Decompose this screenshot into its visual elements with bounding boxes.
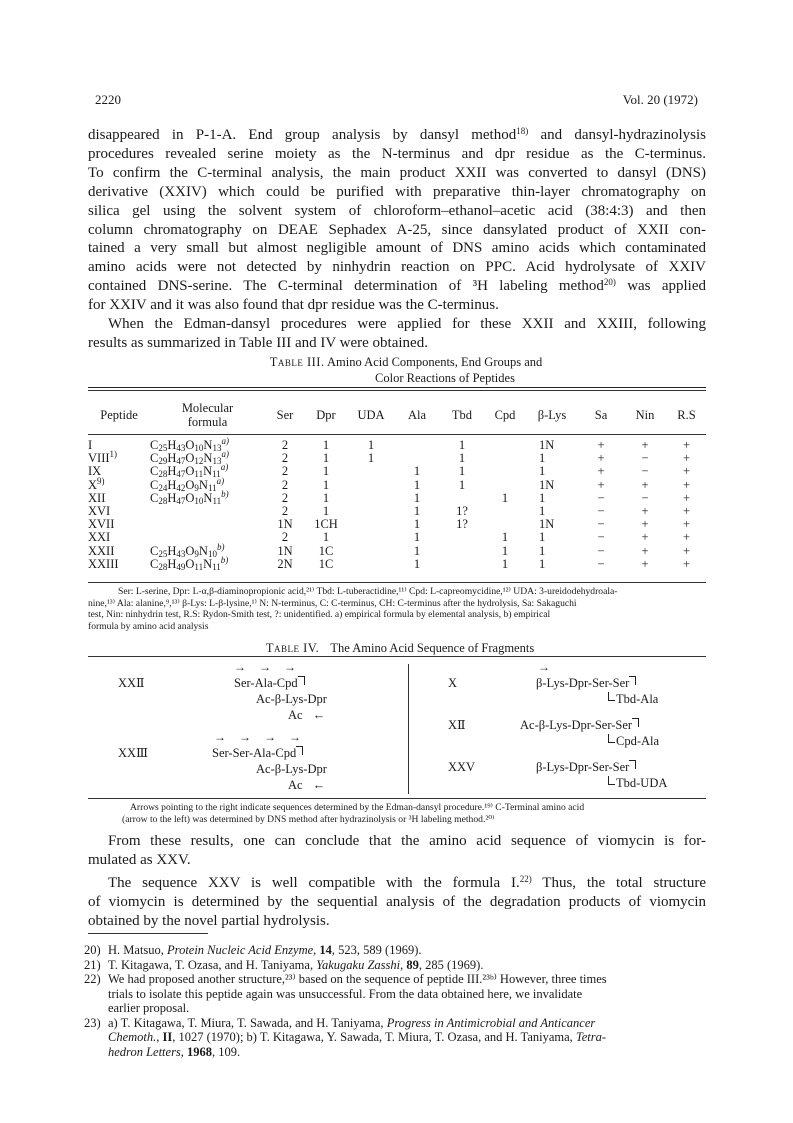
reference-number: 22): [84, 972, 101, 986]
table3-cell: +: [641, 504, 649, 519]
table3-cell: 1?: [456, 517, 468, 532]
reference-number: 23): [84, 1015, 101, 1030]
table3-cell: XXII: [88, 543, 115, 558]
table3-cell: 2: [281, 530, 289, 545]
table3-cell: [347, 531, 395, 544]
table3-cell: 1N: [539, 517, 555, 532]
reference-item: [84, 958, 704, 973]
table3-col-header: Peptide: [100, 408, 138, 422]
table4-bottom-rule: [88, 798, 706, 799]
xxiii-ac: Ac ←: [288, 778, 326, 792]
table3-cell: 2: [281, 504, 289, 519]
table3-cell: $C_{28}H_{47}O_{10}N_{11}^{b)}$: [150, 488, 229, 506]
table3-cell: $X^{9)}$: [88, 475, 105, 492]
table3-cell: [485, 505, 525, 518]
table3-cell: XXIII: [88, 556, 119, 571]
table3-col-header: Cpd: [494, 408, 516, 422]
table4-note-line: (arrow to the left) was determined by DNS method after hydrazinolysis or ³H labeling method.²⁰⁾: [122, 813, 495, 825]
table3-cell: 1: [322, 504, 330, 519]
table3-cell: [150, 531, 265, 544]
table3-cell: IX: [88, 464, 102, 479]
paragraph-total-structure: [88, 874, 706, 931]
x-arrow: →: [538, 660, 555, 674]
table3-cell: 1: [413, 543, 421, 558]
para1-line: silica gel using the solvent system of chloroform–ethanol–acetic acid (38:4:3) and then: [88, 202, 706, 219]
table3-cell: 1N: [277, 517, 293, 532]
table3-col-header: Dpr: [316, 408, 336, 422]
table3-cell: +: [641, 530, 649, 545]
table3-cell: [439, 545, 485, 558]
table3-cell: 1: [413, 530, 421, 545]
table3-row: [88, 452, 706, 465]
xxiii-line1: Ser-Ser-Ala-Cpd: [212, 746, 303, 761]
para2-line: results as summarized in Table III and IV were obtained.: [88, 334, 428, 351]
table3-cell: 1CH: [314, 517, 338, 532]
table3-cell: 1: [322, 477, 330, 492]
table3-cell: 1: [413, 477, 421, 492]
table3-cell: +: [641, 438, 649, 452]
table3-cell: −: [597, 517, 605, 532]
table3-cell: 1: [539, 504, 546, 519]
table3-cell: 1C: [318, 543, 334, 558]
table3-cell: +: [682, 530, 691, 545]
table3-cell: $C_{25}H_{43}O_{10}N_{13}^{a)}$: [150, 436, 229, 453]
table3-top-rule: [88, 387, 706, 388]
table3-cell: [347, 465, 395, 478]
para4-line: of viomycin is determined by the sequential analysis of the degradation products of viomycin: [88, 893, 706, 910]
table3-cell: 2: [281, 438, 289, 452]
table3-cell: 1: [367, 451, 375, 466]
table3-cell: 1: [322, 464, 330, 479]
table3-cell: 1: [539, 490, 546, 505]
table3-cell: 2: [281, 490, 289, 505]
table3-footnote: [88, 586, 708, 632]
table3-cell: [347, 492, 395, 505]
table3-cell: [439, 558, 485, 571]
reference-text: H. Matsuo, Protein Nucleic Acid Enzyme, 14, 523, 589 (1969).: [108, 943, 422, 957]
table4-note: [122, 802, 690, 825]
table3-cell: +: [597, 451, 605, 466]
table3-cell: 1: [413, 517, 421, 532]
table3-cell: XXI: [88, 530, 111, 545]
table3-cell: [485, 433, 525, 452]
table3-cell: 2: [281, 464, 289, 479]
reference-item: [84, 943, 704, 958]
table3-cell: 1: [413, 556, 421, 571]
table3-cell: +: [682, 451, 691, 466]
table3-cell: +: [682, 556, 691, 571]
table3-cell: [485, 465, 525, 478]
table3-cell: +: [641, 517, 649, 532]
table3-cell: 1: [501, 543, 509, 558]
para3-line: mulated as XXV.: [88, 851, 191, 868]
table3-cell: 1N: [277, 543, 293, 558]
table3-cell: 1N: [539, 477, 555, 492]
table3-cell: XII: [88, 490, 106, 505]
table3-bottom-rule: [88, 582, 706, 583]
table3-header-row: [88, 397, 706, 433]
table3-cell: 1: [501, 556, 509, 571]
xii-label: XⅡ: [448, 718, 466, 732]
table3-cell: XVI: [88, 504, 111, 519]
paragraph-end-group-analysis: [88, 126, 706, 315]
table3-label: Table III.: [269, 355, 325, 369]
table4-label: Table IV.: [265, 641, 320, 655]
table3-cell: 1: [458, 451, 466, 466]
table3-footnote-line: formula by amino acid analysis: [88, 620, 209, 632]
table3-cell: 1C: [318, 556, 334, 571]
table3-cell: 1: [458, 464, 466, 479]
table3-cell: 2N: [277, 556, 293, 571]
table3-cell: +: [597, 477, 605, 492]
para1-line: disappeared in P-1-A. End group analysis by dansyl method$^{18)}$ and dansyl-hydrazinolysis: [88, 126, 706, 143]
table3-cell: [485, 452, 525, 465]
table3-cell: [347, 518, 395, 531]
table3-cell: 1: [539, 530, 546, 545]
table3-col-header: Ala: [407, 408, 427, 422]
table3-row: [88, 492, 706, 505]
reference-item: [84, 972, 704, 1016]
reference-text-line: hedron Letters, 1968, 109.: [108, 1044, 241, 1059]
table3-cell: −: [641, 464, 649, 479]
table3-footnote-line: Ser: L-serine, Dpr: L-α,β-diaminopropionic acid,²¹⁾ Tbd: L-tuberactidine,¹¹⁾ Cpd: L-capreomycidine,¹²⁾ UDA: 3-ureidodehydroala-: [118, 586, 618, 597]
xxii-ac: Ac ←: [288, 708, 326, 722]
table3-cell: 1: [413, 504, 421, 519]
table3-cell: 1: [413, 490, 421, 505]
table3-cell: $C_{29}H_{47}O_{12}N_{13}^{a)}$: [150, 449, 229, 467]
table3-body: [88, 433, 706, 571]
table3-cell: 1: [413, 464, 421, 479]
x-line2: Tbd-Ala: [608, 692, 658, 707]
table3-col-header: Tbd: [451, 408, 473, 422]
table3-cell: +: [682, 504, 691, 519]
para1-line: To confirm the C-terminal analysis, the main product XXII was converted to dansyl (DNS): [88, 164, 706, 181]
reference-number: 20): [84, 943, 101, 957]
table3-row: [88, 433, 706, 452]
table4-caption: [200, 640, 600, 656]
para2-line: When the Edman-dansyl procedures were applied for these XXII and XXIII, following: [108, 316, 706, 332]
table3-cell: 1: [539, 451, 546, 466]
table3-cell: +: [641, 543, 649, 558]
para1-line: contained DNS-serine. The C-terminal determination of ³H labeling method$^{20)}$ was applied: [88, 277, 706, 295]
table3-cell: 1: [501, 530, 509, 545]
table3-cell: $C_{25}H_{43}O_9N_{10}^{b)}$: [150, 541, 225, 559]
table3-cell: +: [682, 438, 691, 452]
x-label: X: [448, 676, 458, 690]
table3-cell: −: [597, 543, 605, 558]
para1-line: for XXIV and it was also found that dpr residue was the C-terminus.: [88, 297, 499, 314]
reference-text-line: Chemoth., II, 1027 (1970); b) T. Kitagawa, Y. Sawada, T. Miura, T. Ozasa, and H. Taniyama, Tetra-: [108, 1030, 607, 1044]
reference-number: 21): [84, 957, 101, 972]
table3-cell: [347, 558, 395, 571]
table3-cell: I: [88, 438, 93, 452]
table3-cell: 1: [539, 556, 546, 571]
reference-text-line: earlier proposal.: [108, 1001, 190, 1015]
table3-cell: +: [682, 464, 691, 479]
xxv-line1: β-Lys-Dpr-Ser-Ser: [536, 760, 636, 775]
para1-line: amino acids were not detected by ninhydrin reaction on PPC. Acid hydrolysate of XXIV: [88, 259, 706, 276]
xxiii-label: XXⅢ: [118, 746, 149, 760]
table3-cell: −: [597, 530, 605, 545]
table3-cell: $C_{28}H_{49}O_{11}N_{11}^{b)}$: [150, 554, 229, 572]
table3-col-header: Ser: [276, 408, 294, 422]
table3-cell: +: [682, 517, 691, 532]
table3-cell: 1: [322, 451, 330, 466]
table3-cell: 1: [501, 490, 509, 505]
table3-row: [88, 545, 706, 558]
reference-text-line: a) T. Kitagawa, T. Miura, T. Sawada, and H. Taniyama, Progress in Antimicrobial and Anticancer: [108, 1015, 596, 1030]
reference-text-line: trials to isolate this peptide again was unsuccessful. From the data obtained here, we invalidate: [108, 986, 583, 1001]
xii-line1: Ac-β-Lys-Dpr-Ser-Ser: [520, 718, 639, 733]
table3: [88, 397, 706, 571]
table3-cell: [347, 545, 395, 558]
table3-title-line1: Amino Acid Components, End Groups and: [327, 355, 543, 369]
table3-cell: 1: [367, 438, 375, 452]
table3-cell: +: [682, 543, 691, 558]
xxii-arrows: → → →: [234, 660, 301, 674]
table3-cell: +: [597, 464, 605, 479]
table3-cell: 1: [322, 438, 330, 452]
table3-cell: VIII$^{1)}$: [88, 449, 118, 466]
table3-cell: 1: [458, 477, 466, 492]
footnote-separator: [88, 933, 208, 934]
xxii-label: XXⅡ: [118, 676, 145, 690]
para1-line: column chromatography on DEAE Sephadex A-25, since dansylated product of XXII con-: [88, 221, 706, 238]
table3-cell: −: [597, 490, 605, 505]
para1-line: tained a very small but almost negligible amount of DNS amino acids which contaminated: [88, 240, 706, 257]
xxii-line2: Ac-β-Lys-Dpr: [256, 692, 327, 706]
table3-col-header: β-Lys: [537, 408, 567, 422]
xxv-line2: Tbd-UDA: [608, 776, 667, 791]
table3-cell: $C_{24}H_{42}O_9N_{11}^{a)}$: [150, 475, 225, 493]
table3-cell: 1: [322, 530, 330, 545]
table3-cell: 1: [322, 490, 330, 505]
table3-cell: −: [597, 556, 605, 571]
table3-cell: +: [641, 477, 649, 492]
table3-cell: [395, 433, 439, 452]
table3-row: [88, 465, 706, 478]
para3-line: From these results, one can conclude that the amino acid sequence of viomycin is for-: [108, 833, 706, 849]
table3-cell: [439, 531, 485, 544]
para1-line: derivative (XXIV) which could be purified with preparative thin-layer chromatography on: [88, 183, 706, 200]
xii-line2: Cpd-Ala: [608, 734, 659, 749]
xxv-label: XXV: [448, 760, 476, 774]
table3-col-header: R.S: [677, 408, 696, 422]
table3-row: [88, 531, 706, 544]
table3-cell: 1: [539, 543, 546, 558]
table3-cell: 2: [281, 451, 289, 466]
volume-label: Vol. 20 (1972): [622, 92, 698, 107]
xxiii-line2: Ac-β-Lys-Dpr: [256, 762, 327, 776]
table3-row: [88, 558, 706, 571]
table4-note-line: Arrows pointing to the right indicate sequences determined by the Edman-dansyl procedure.¹⁹⁾ C-Terminal amino acid: [130, 802, 585, 813]
table3-row: [88, 518, 706, 531]
reference-text: T. Kitagawa, T. Ozasa, and H. Taniyama, Yakugaku Zasshi, 89, 285 (1969).: [108, 957, 484, 972]
table3-cell: +: [597, 438, 605, 452]
table3-cell: 1N: [539, 438, 555, 452]
page-number: 2220: [95, 92, 121, 107]
table3-cell: 1?: [456, 504, 468, 519]
para4-line: obtained by the novel partial hydrolysis.: [88, 912, 330, 929]
reference-text-line: We had proposed another structure,²³⁾ based on the sequence of peptide III.²³ᵇ⁾ However, three times: [108, 972, 607, 986]
table3-col-header: Molecular formula: [181, 401, 234, 429]
table3-cell: +: [682, 477, 691, 492]
table3-top-rule-2: [88, 390, 706, 391]
table3-cell: +: [641, 556, 649, 571]
table3-row: [88, 505, 706, 518]
table3-cell: $C_{28}H_{47}O_{11}N_{11}^{a)}$: [150, 462, 229, 480]
table3-col-header: UDA: [357, 408, 385, 422]
table3-cell: 2: [281, 477, 289, 492]
x-line1: β-Lys-Dpr-Ser-Ser: [536, 676, 636, 691]
table3-cell: XVII: [88, 517, 115, 532]
table3-caption: [196, 354, 616, 386]
table3-cell: −: [641, 451, 649, 466]
table3-cell: +: [682, 490, 691, 505]
table3-cell: [347, 505, 395, 518]
table3-cell: [150, 518, 265, 531]
paragraph-conclusion: [88, 832, 706, 870]
table3-title-line2: Color Reactions of Peptides: [375, 371, 515, 385]
table3-cell: −: [641, 490, 649, 505]
table3-cell: 1: [458, 438, 466, 452]
table3-footnote-line: nine,¹³⁾ Ala: alanine,⁹,¹³⁾ β-Lys: L-β-lysine,¹⁾ N: N-terminus, C: C-terminus, CH: C-terminus after the hydrolysis, Sa: Sakaguchi: [88, 597, 577, 609]
reference-item: [84, 1016, 704, 1060]
para4-line: The sequence XXV is well compatible with the formula I.$^{22)}$ Thus, the total structure: [108, 874, 706, 891]
table3-row: [88, 479, 706, 492]
table3-cell: 1: [539, 464, 546, 479]
table3-cell: [347, 479, 395, 492]
paragraph-edman-dansyl: [88, 315, 706, 353]
table3-col-header: Nin: [635, 408, 655, 422]
para1-line: procedures revealed serine moiety as the N-terminus and dpr residue as the C-terminus.: [88, 145, 706, 162]
table4-body: [88, 656, 706, 801]
xxii-line1: Ser-Ala-Cpd: [234, 676, 305, 691]
table3-cell: [150, 505, 265, 518]
xxiii-arrows: → → → →: [214, 730, 306, 744]
table3-cell: [485, 479, 525, 492]
table4-column-divider: [408, 664, 409, 794]
table3-cell: −: [597, 504, 605, 519]
references: [84, 943, 704, 1059]
table3-footnote-line: test, Nin: ninhydrin test, R.S: Rydon-Smith test, ?: unidentified. a) empirical formula by elemental analysis, b) empirical: [88, 609, 551, 620]
table3-header-rule: [88, 434, 706, 435]
table4-title: The Amino Acid Sequence of Fragments: [330, 641, 535, 655]
table3-col-header: Sa: [594, 408, 608, 422]
